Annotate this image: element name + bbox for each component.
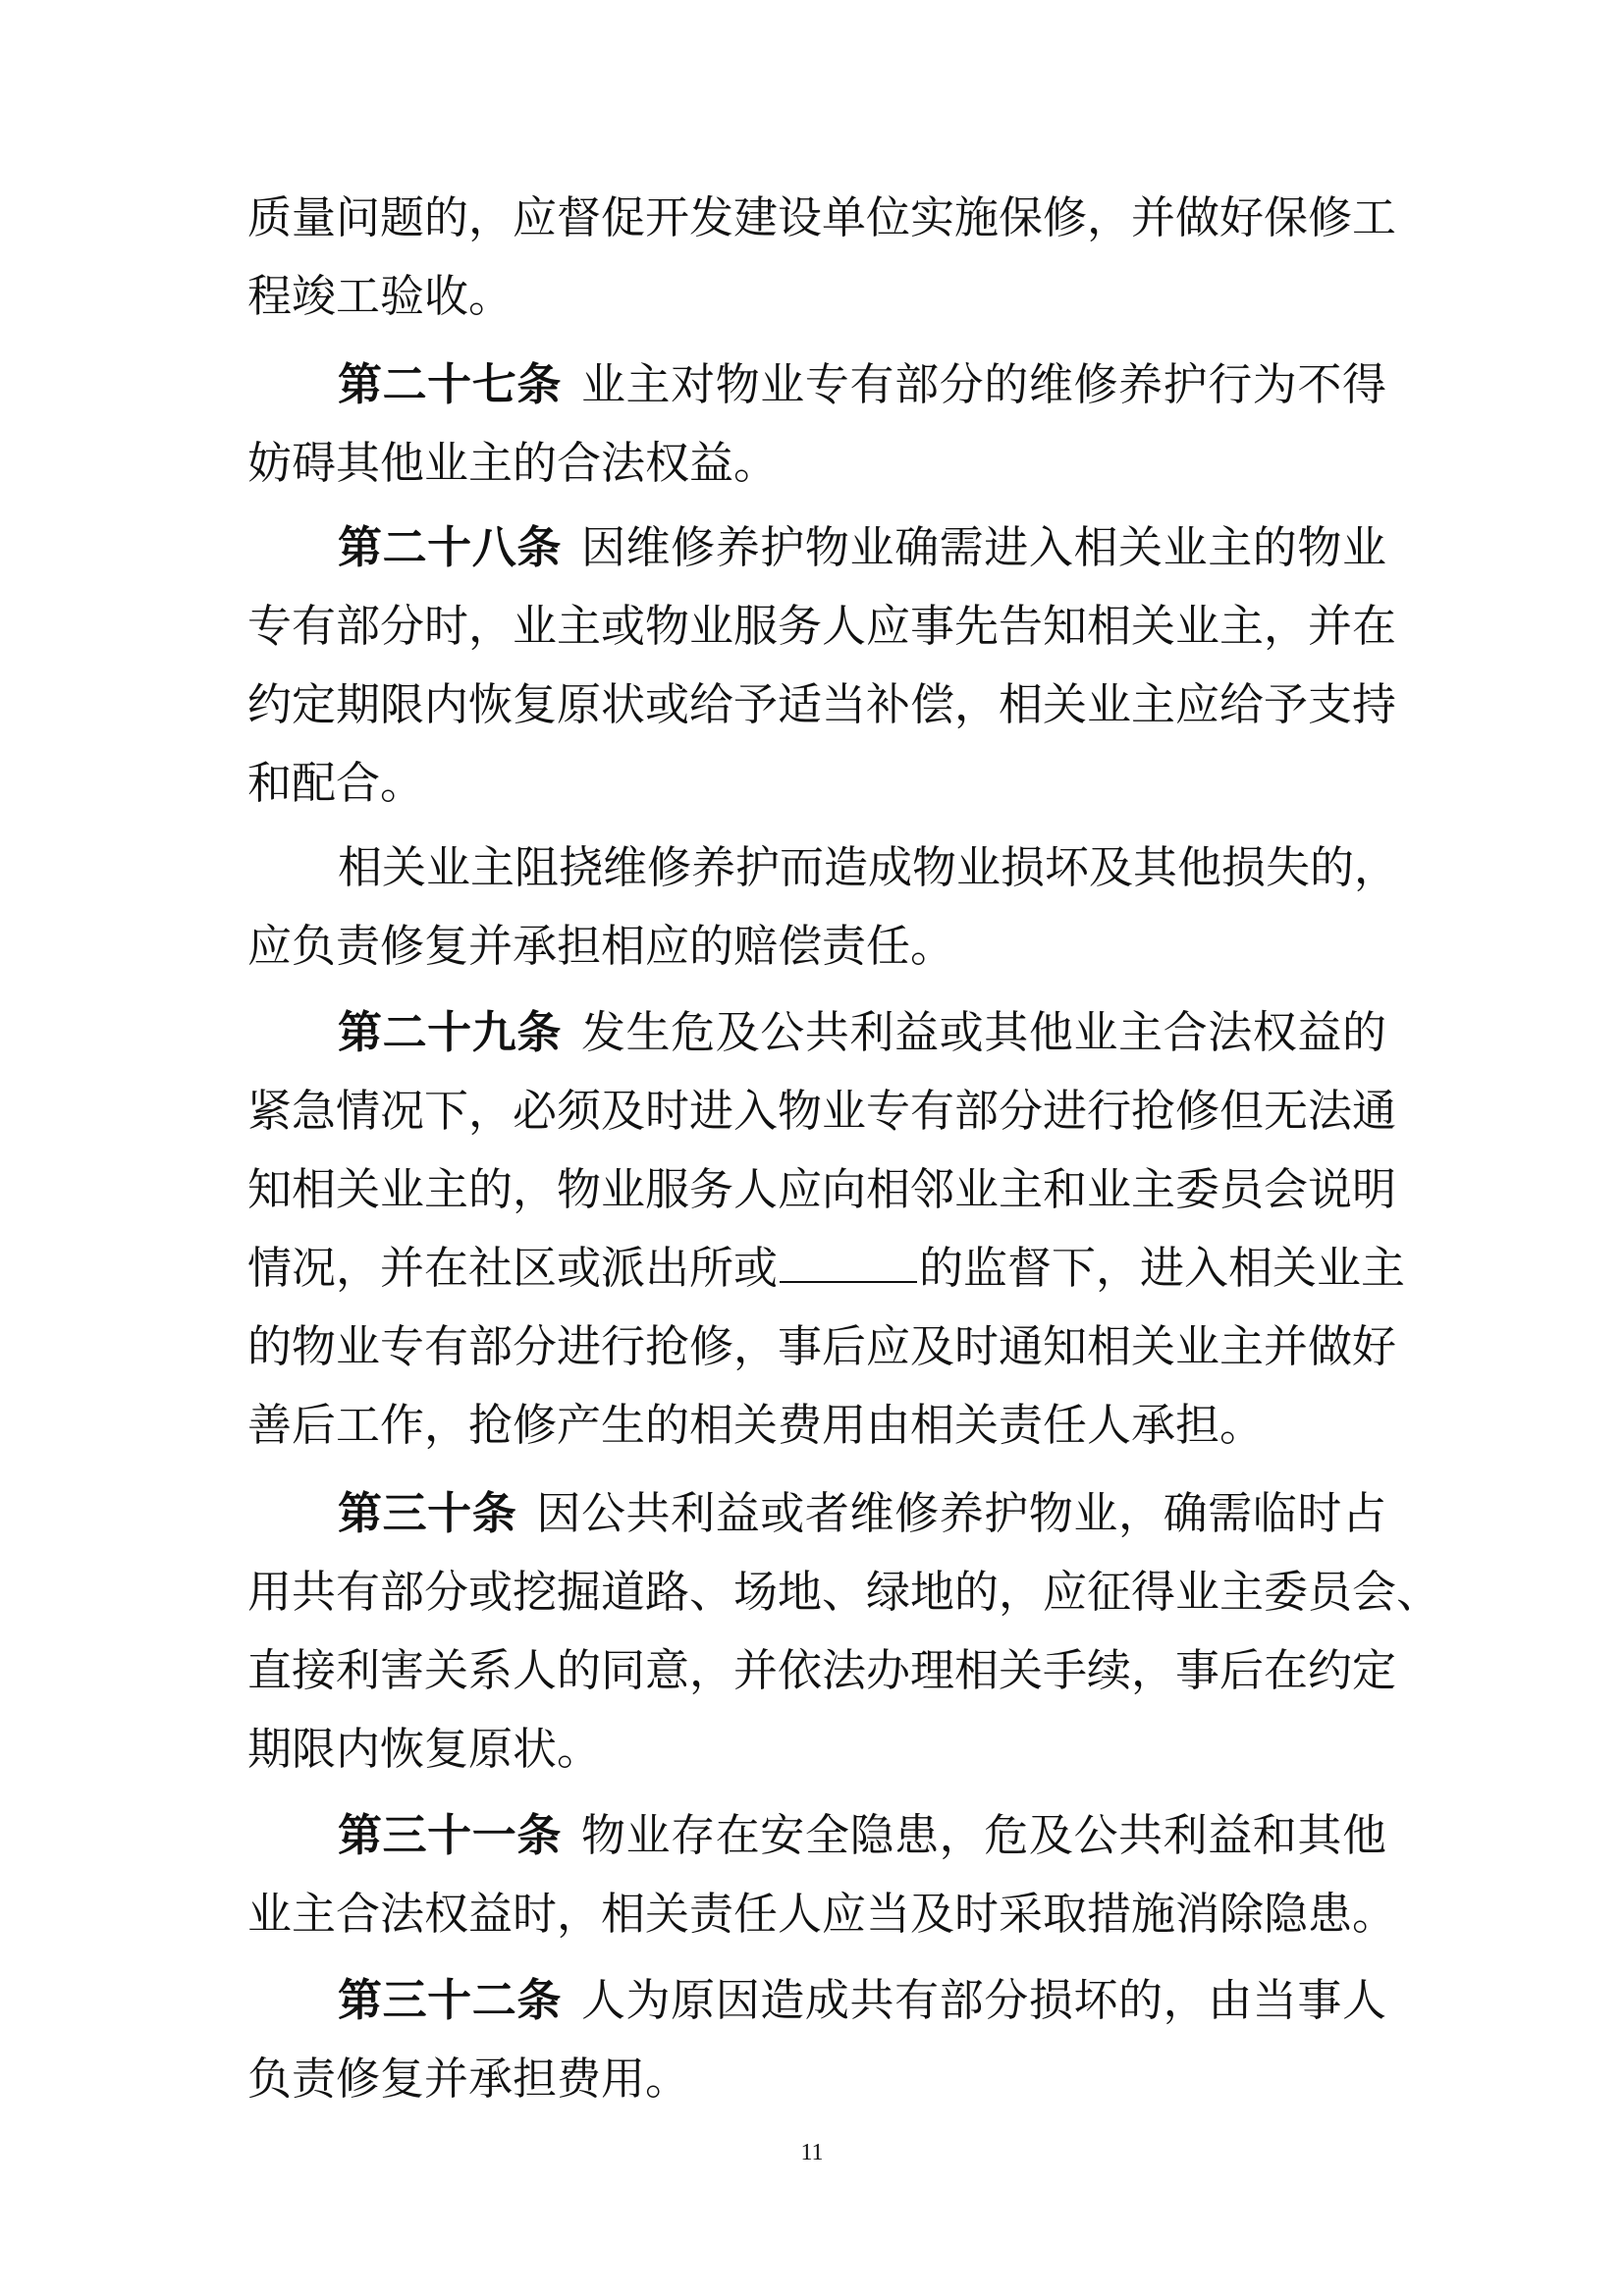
text-line: 直接利害关系人的同意，并依法办理相关手续，事后在约定 bbox=[247, 1644, 1397, 1696]
text-line: 的物业专有部分进行抢修，事后应及时通知相关业主并做好 bbox=[247, 1320, 1397, 1372]
text-line: 程竣工验收。 bbox=[247, 270, 514, 322]
article-heading: 第三十条 bbox=[338, 1487, 517, 1539]
text-line: 知相关业主的，物业服务人应向相邻业主和业主委员会说明 bbox=[247, 1163, 1397, 1215]
page-number: 11 bbox=[800, 2140, 824, 2165]
article-text: 因公共利益或者维修养护物业，确需临时占 bbox=[536, 1487, 1386, 1539]
article-29 bbox=[338, 993, 1386, 1072]
text-line: 负责修复并承担费用。 bbox=[247, 2053, 690, 2105]
article-text: 发生危及公共利益或其他业主合法权益的 bbox=[580, 1006, 1386, 1058]
article-32 bbox=[338, 1961, 1386, 2040]
article-text: 人为原因造成共有部分损坏的，由当事人 bbox=[580, 1974, 1386, 2026]
text-line: 和配合。 bbox=[247, 757, 425, 809]
text-segment: 的监督下，进入相关业主 bbox=[919, 1242, 1406, 1294]
text-line: 相关业主阻挠维修养护而造成物业损坏及其他损失的， bbox=[338, 841, 1399, 893]
article-28 bbox=[338, 508, 1386, 587]
fill-in-blank bbox=[780, 1234, 917, 1283]
article-heading: 第三十一条 bbox=[338, 1809, 562, 1861]
text-line: 善后工作，抢修产生的相关费用由相关责任人承担。 bbox=[247, 1399, 1265, 1451]
article-heading: 第二十七条 bbox=[338, 358, 562, 410]
article-heading: 第二十八条 bbox=[338, 521, 562, 573]
article-text: 因维修养护物业确需进入相关业主的物业 bbox=[580, 521, 1386, 573]
text-line: 业主合法权益时，相关责任人应当及时采取措施消除隐患。 bbox=[247, 1888, 1397, 1940]
article-31 bbox=[338, 1796, 1386, 1875]
text-line: 妨碍其他业主的合法权益。 bbox=[247, 437, 779, 489]
article-heading: 第二十九条 bbox=[338, 1006, 562, 1058]
text-line: 应负责修复并承担相应的赔偿责任。 bbox=[247, 920, 955, 972]
text-line: 专有部分时，业主或物业服务人应事先告知相关业主，并在 bbox=[247, 600, 1397, 652]
article-text: 物业存在安全隐患，危及公共利益和其他 bbox=[580, 1809, 1386, 1861]
text-segment: 情况，并在社区或派出所或 bbox=[247, 1242, 779, 1294]
text-line: 期限内恢复原状。 bbox=[247, 1723, 602, 1775]
article-text: 业主对物业专有部分的维修养护行为不得 bbox=[580, 358, 1386, 410]
text-line: 约定期限内恢复原状或给予适当补偿，相关业主应给予支持 bbox=[247, 678, 1397, 730]
article-heading: 第三十二条 bbox=[338, 1974, 562, 2026]
article-30 bbox=[338, 1474, 1386, 1553]
article-27 bbox=[338, 346, 1386, 424]
text-line: 用共有部分或挖掘道路、场地、绿地的，应征得业主委员会、 bbox=[247, 1566, 1441, 1618]
text-line: 质量问题的，应督促开发建设单位实施保修，并做好保修工 bbox=[247, 191, 1397, 243]
text-line-with-blank bbox=[247, 1229, 1406, 1308]
text-line: 紧急情况下，必须及时进入物业专有部分进行抢修但无法通 bbox=[247, 1085, 1397, 1137]
